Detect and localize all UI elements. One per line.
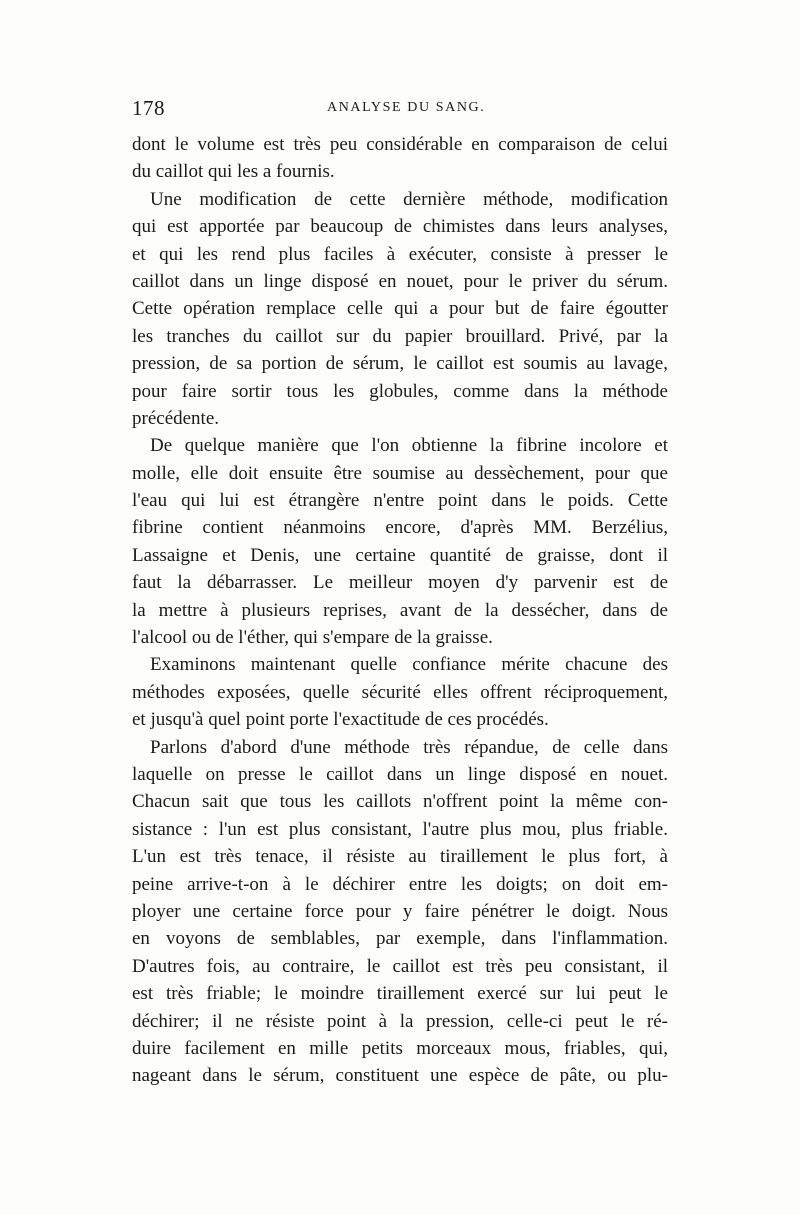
text-line: l'alcool ou de l'éther, qui s'empare de la graisse. [132,627,493,649]
text-line: du caillot qui les a fournis. [132,161,335,183]
text-line: ployer une certaine force pour y faire pénétrer le doigt. Nous [132,900,668,922]
text-line: nageant dans le sérum, constituent une espèce de pâte, ou plu- [132,1065,668,1087]
text-line: pression, de sa portion de sérum, le caillot est soumis au lavage, [132,353,668,375]
text-line: déchirer; il ne résiste point à la pression, celle-ci peut le ré- [132,1010,668,1032]
text-line: molle, elle doit ensuite être soumise au dessèchement, pour que [132,462,668,484]
text-line: L'un est très tenace, il résiste au tiraillement le plus fort, à [132,846,668,868]
text-line: qui est apportée par beaucoup de chimistes dans leurs analyses, [132,216,668,238]
text-line: Une modification de cette dernière méthode, modification [150,188,668,210]
text-line: est très friable; le moindre tiraillement exercé sur lui peut le [132,983,668,1005]
text-line: la mettre à plusieurs reprises, avant de la dessécher, dans de [132,599,668,621]
text-line: Lassaigne et Denis, une certaine quantité de graisse, dont il [132,544,668,566]
text-line: D'autres fois, au contraire, le caillot est très peu consistant, il [132,955,668,977]
text-line: et qui les rend plus faciles à exécuter, consiste à presser le [132,243,668,265]
running-head: ANALYSE DU SANG. [327,100,486,115]
text-line: sistance : l'un est plus consistant, l'autre plus mou, plus friable. [132,818,668,840]
text-line: Examinons maintenant quelle confiance mérite chacune des [150,654,668,676]
text-line: peine arrive-t-on à le déchirer entre les doigts; on doit em- [132,873,668,895]
text-line: laquelle on presse le caillot dans un linge disposé en nouet. [132,763,668,785]
text-line: Parlons d'abord d'une méthode très répandue, de celle dans [150,736,668,758]
text-line: Chacun sait que tous les caillots n'offrent point la même con- [132,791,668,813]
text-line: fibrine contient néanmoins encore, d'après MM. Berzélius, [132,517,668,539]
body-text [132,131,668,1090]
text-line: De quelque manière que l'on obtienne la fibrine incolore et [150,435,668,457]
page-header [132,96,668,122]
text-line: méthodes exposées, quelle sécurité elles offrent réciproquement, [132,681,668,703]
text-line: Cette opération remplace celle qui a pour but de faire égoutter [132,298,668,320]
page-number: 178 [132,96,165,120]
text-line: duire facilement en mille petits morceaux mous, friables, qui, [132,1037,668,1059]
text-line: caillot dans un linge disposé en nouet, pour le priver du sérum. [132,270,668,292]
text-line: dont le volume est très peu considérable en comparaison de celui [132,134,668,155]
text-line: l'eau qui lui est étrangère n'entre point dans le poids. Cette [132,490,668,512]
text-line: en voyons de semblables, par exemple, dans l'inflammation. [132,928,668,950]
text-line: pour faire sortir tous les globules, comme dans la méthode [132,380,668,402]
text-line: les tranches du caillot sur du papier brouillard. Privé, par la [132,325,668,347]
text-line: précédente. [132,407,220,429]
text-line: et jusqu'à quel point porte l'exactitude de ces procédés. [132,709,549,731]
text-line: faut la débarrasser. Le meilleur moyen d'y parvenir est de [132,572,668,594]
